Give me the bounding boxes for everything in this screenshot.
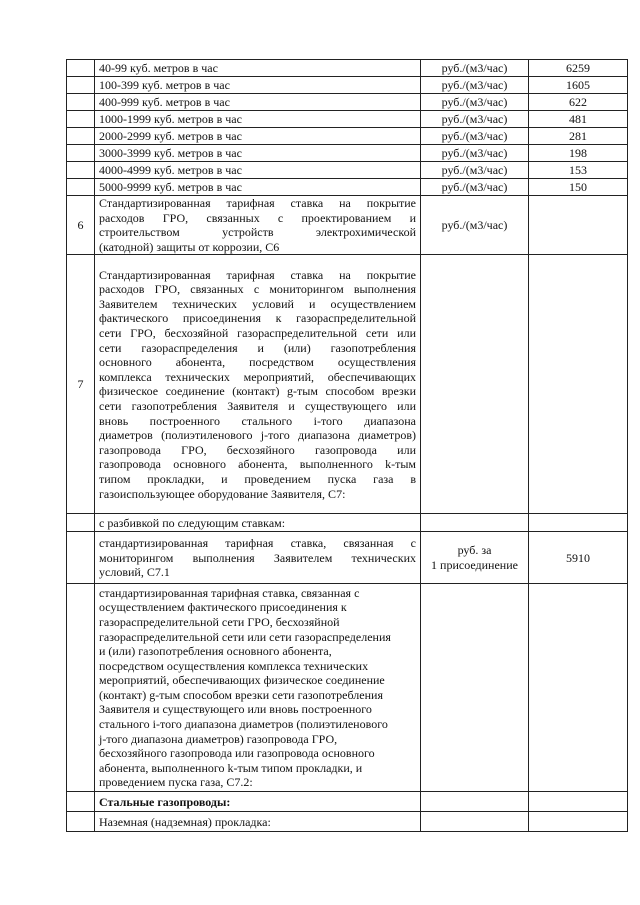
unit-cell: [421, 584, 529, 792]
unit-cell: руб./(м3/час): [421, 111, 529, 128]
description-line: проведением пуска газа, С7.2:: [99, 775, 253, 790]
description-line: вновь построенного стального i-того диапазона: [99, 413, 416, 428]
volume-range-cell: 2000-2999 куб. метров в час: [95, 128, 421, 145]
unit-cell: [421, 792, 529, 812]
unit-cell: [421, 255, 529, 514]
table-row: [67, 812, 628, 832]
table-row: [67, 111, 628, 128]
description-line: осуществлением фактического присоединения к: [99, 600, 347, 615]
tariff-table: [66, 59, 628, 832]
description-line: стального i-того диапазона диаметров (полиэтиленового: [99, 717, 388, 732]
row-number-cell: 7: [67, 255, 95, 514]
unit-cell: руб./(м3/час): [421, 60, 529, 77]
description-cell: [95, 196, 421, 255]
description-line: комплекса технических мероприятий, обеспечивающих: [99, 369, 416, 384]
row-number-cell: [67, 792, 95, 812]
description-cell: [95, 255, 421, 514]
rate-value-cell: [529, 514, 628, 532]
description-line: Заявителем технических условий и осуществлением: [99, 296, 416, 311]
row-number-cell: [67, 532, 95, 584]
rate-value-cell: 153: [529, 162, 628, 179]
description-cell: [95, 584, 421, 792]
description-line: условий, С7.1: [99, 565, 170, 580]
description-line: абонента, выполненного k-тым типом прокладки, и: [99, 760, 363, 775]
description-line: j-того диапазона диаметров) газопровода ГРО,: [99, 731, 338, 746]
unit-cell: [421, 812, 529, 832]
rate-value-cell: [529, 196, 628, 255]
description-line: сети газораспределения и (или) газопотребления: [99, 340, 416, 355]
description-line: сети ГРО, бесхозяйной газораспределительной сети или: [99, 326, 416, 340]
row-number-cell: [67, 94, 95, 111]
table-row: [67, 77, 628, 94]
row-number-cell: [67, 77, 95, 94]
description-line: мероприятий, обеспечивающих физическое соединение: [99, 673, 385, 688]
row-number-cell: [67, 162, 95, 179]
unit-cell: руб./(м3/час): [421, 145, 529, 162]
description-line: фактического присоединения к газораспределительной: [99, 311, 416, 326]
rate-value-cell: 1605: [529, 77, 628, 94]
rate-value-cell: [529, 812, 628, 832]
row-number-cell: [67, 60, 95, 77]
table-row-7-2: [67, 584, 628, 792]
description-line: расходов ГРО, связанных с мониторингом выполнения: [99, 282, 416, 297]
description-line: типом прокладки, и проведением пуска газа в: [99, 471, 416, 486]
breakdown-label: с разбивкой по следующим ставкам:: [95, 514, 421, 532]
unit-cell: руб./(м3/час): [421, 162, 529, 179]
description-line: основного абонента, посредством осуществления: [99, 355, 416, 370]
table-row: [67, 514, 628, 532]
row-number-cell: [67, 111, 95, 128]
unit-cell: [421, 532, 529, 584]
rate-value-cell: 6259: [529, 60, 628, 77]
volume-range-cell: 100-399 куб. метров в час: [95, 77, 421, 94]
description-line: Заявителя и существующего или вновь построенного: [99, 702, 372, 717]
table-row: [67, 60, 628, 77]
description-line: стандартизированная тарифная ставка, связанная с: [99, 535, 416, 550]
unit-cell: руб./(м3/час): [421, 196, 529, 255]
subsection-heading: Наземная (надземная) прокладка:: [95, 812, 421, 832]
section-heading: Стальные газопроводы:: [95, 792, 421, 812]
description-line: физическое соединение (контакт) g-тым способом врезки: [99, 384, 416, 399]
row-number-cell: [67, 145, 95, 162]
table-row-7-1: [67, 532, 628, 584]
table-row: [67, 792, 628, 812]
description-line: газоиспользующее оборудование Заявителя, С7:: [99, 486, 346, 501]
table-row-7: [67, 255, 628, 514]
unit-line: руб. за: [457, 543, 492, 558]
volume-range-cell: 40-99 куб. метров в час: [95, 60, 421, 77]
description-line: сети газопотребления Заявителя и существующего или: [99, 398, 416, 413]
volume-range-cell: 4000-4999 куб. метров в час: [95, 162, 421, 179]
row-number-cell: [67, 179, 95, 196]
volume-range-cell: 5000-9999 куб. метров в час: [95, 179, 421, 196]
row-number-cell: [67, 514, 95, 532]
volume-range-cell: 400-999 куб. метров в час: [95, 94, 421, 111]
description-line: посредством осуществления комплекса технических: [99, 658, 369, 673]
unit-line: 1 присоединение: [431, 557, 518, 572]
description-line: стандартизированная тарифная ставка, связанная с: [99, 585, 360, 600]
description-line: газораспределительной сети ГРО, бесхозяйной: [99, 614, 340, 629]
rate-value-cell: [529, 584, 628, 792]
row-number-cell: [67, 128, 95, 145]
rate-value-cell: 281: [529, 128, 628, 145]
description-line: бесхозяйного газопровода или газопровода основного: [99, 746, 375, 761]
table-row: [67, 94, 628, 111]
volume-range-cell: 3000-3999 куб. метров в час: [95, 145, 421, 162]
description-line: газопровода основного абонента, выполненного k-тым: [99, 457, 416, 472]
rate-value-cell: 481: [529, 111, 628, 128]
rate-value-cell: 198: [529, 145, 628, 162]
table-row: [67, 145, 628, 162]
row-number-cell: [67, 812, 95, 832]
description-line: диаметров (полиэтиленового j-того диапазона диаметров): [99, 428, 416, 443]
unit-cell: руб./(м3/час): [421, 128, 529, 145]
row-number-cell: [67, 584, 95, 792]
unit-cell: [421, 514, 529, 532]
description-line: расходов ГРО, связанных с проектированием и: [99, 210, 416, 225]
description-line: (контакт) g-тым способом врезки сети газопотребления: [99, 687, 383, 702]
rate-value-cell: [529, 792, 628, 812]
rate-value-cell: 150: [529, 179, 628, 196]
description-line: и (или) газопотребления основного абонента,: [99, 644, 332, 659]
rate-value-cell: 622: [529, 94, 628, 111]
description-cell: [95, 532, 421, 584]
description-line: Стандартизированная тарифная ставка на покрытие: [99, 196, 416, 210]
table-row: [67, 179, 628, 196]
unit-cell: руб./(м3/час): [421, 94, 529, 111]
volume-range-cell: 1000-1999 куб. метров в час: [95, 111, 421, 128]
description-line: мониторингом выполнения Заявителем технических: [99, 550, 416, 565]
description-line: Стандартизированная тарифная ставка на покрытие: [99, 267, 416, 282]
table-row-6: [67, 196, 628, 255]
table-row: [67, 128, 628, 145]
table-row: [67, 162, 628, 179]
unit-cell: руб./(м3/час): [421, 179, 529, 196]
unit-cell: руб./(м3/час): [421, 77, 529, 94]
description-line: газораспределительной сети или сети газораспределения: [99, 629, 391, 644]
description-line: строительством устройств электрохимической: [99, 225, 416, 240]
rate-value-cell: [529, 255, 628, 514]
rate-value-cell: 5910: [529, 532, 628, 584]
description-line: газопровода ГРО, бесхозяйного газопровода или: [99, 442, 416, 457]
row-number-cell: 6: [67, 196, 95, 255]
description-line: (катодной) защиты от коррозии, С6: [99, 239, 280, 254]
